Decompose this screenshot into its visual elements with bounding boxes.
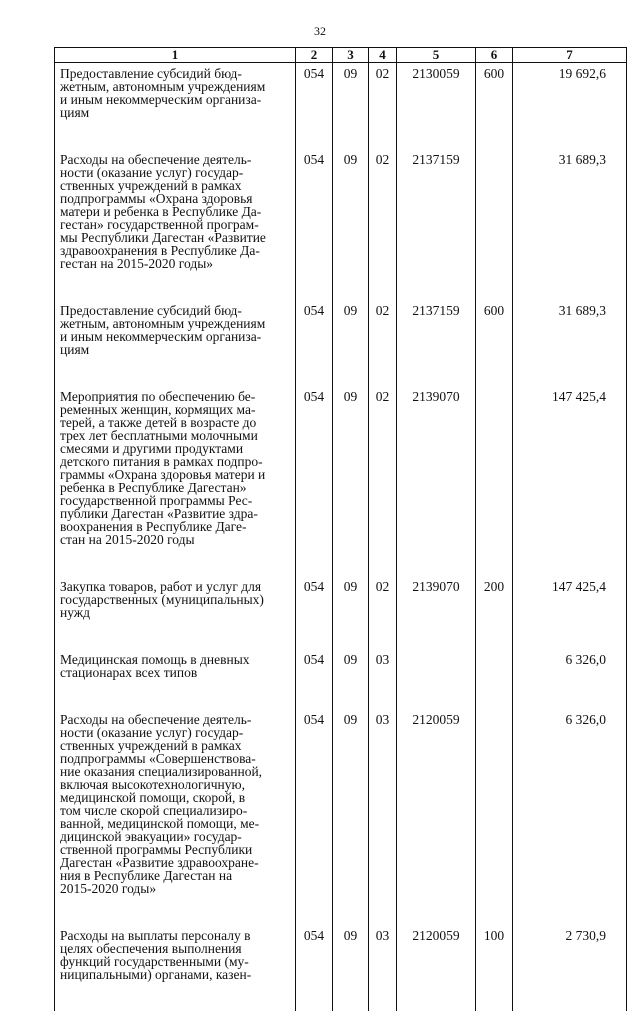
description-line: Закупка товаров, работ и услуг для xyxy=(60,580,289,593)
description-line: здравоохранения в Республике Да- xyxy=(60,244,289,257)
description-line: нужд xyxy=(60,606,289,619)
ministry-code: 054 xyxy=(296,386,333,576)
ministry-code: 054 xyxy=(296,576,333,649)
ministry-code: 054 xyxy=(296,925,333,1011)
table-row xyxy=(55,576,627,649)
table-row xyxy=(55,925,627,1011)
description-line: детского питания в рамках подпро- xyxy=(60,455,289,468)
description-line: воохранения в Республике Даге- xyxy=(60,520,289,533)
table-row xyxy=(55,149,627,300)
description-line: гестан на 2015-2020 годы» xyxy=(60,257,289,270)
description-line: функций государственными (му- xyxy=(60,955,289,968)
row-description xyxy=(55,709,296,925)
ministry-code: 054 xyxy=(296,149,333,300)
subsection-code: 02 xyxy=(369,576,397,649)
row-description xyxy=(55,386,296,576)
expense-type-code xyxy=(476,709,513,925)
description-line: ности (оказание услуг) государ- xyxy=(60,166,289,179)
description-line: ванной, медицинской помощи, ме- xyxy=(60,817,289,830)
description-line: ниципальными) органами, казен- xyxy=(60,968,289,981)
description-line: государственных (муниципальных) xyxy=(60,593,289,606)
header-col-4: 4 xyxy=(369,48,397,63)
expense-type-code: 600 xyxy=(476,300,513,386)
amount: 31 689,3 xyxy=(513,300,627,386)
target-article-code: 2139070 xyxy=(397,576,476,649)
description-line: и иным некоммерческим организа- xyxy=(60,330,289,343)
expense-type-code: 200 xyxy=(476,576,513,649)
target-article-code xyxy=(397,649,476,709)
header-col-7: 7 xyxy=(513,48,627,63)
description-line: Медицинская помощь в дневных xyxy=(60,653,289,666)
amount: 2 730,9 xyxy=(513,925,627,1011)
description-line: Предоставление субсидий бюд- xyxy=(60,304,289,317)
expense-type-code: 600 xyxy=(476,63,513,150)
description-line: Мероприятия по обеспечению бе- xyxy=(60,390,289,403)
table-body xyxy=(55,63,627,1011)
description-line: Дагестан «Развитие здравоохране- xyxy=(60,856,289,869)
header-col-3: 3 xyxy=(333,48,369,63)
subsection-code: 03 xyxy=(369,925,397,1011)
row-description xyxy=(55,576,296,649)
description-line: матери и ребенка в Республике Да- xyxy=(60,205,289,218)
section-code: 09 xyxy=(333,300,369,386)
description-line: смесями и другими продуктами xyxy=(60,442,289,455)
page-number: 32 xyxy=(0,24,640,39)
header-col-2: 2 xyxy=(296,48,333,63)
description-line: том числе скорой специализиро- xyxy=(60,804,289,817)
ministry-code: 054 xyxy=(296,709,333,925)
description-line: целях обеспечения выполнения xyxy=(60,942,289,955)
target-article-code: 2130059 xyxy=(397,63,476,150)
section-code: 09 xyxy=(333,63,369,150)
row-description xyxy=(55,300,296,386)
amount: 19 692,6 xyxy=(513,63,627,150)
row-description xyxy=(55,63,296,150)
row-description xyxy=(55,649,296,709)
expense-type-code xyxy=(476,386,513,576)
description-line: включая высокотехнологичную, xyxy=(60,778,289,791)
description-line: публики Дагестан «Развитие здра- xyxy=(60,507,289,520)
description-line: ние оказания специализированной, xyxy=(60,765,289,778)
description-line: ственной программы Республики xyxy=(60,843,289,856)
description-line: Расходы на обеспечение деятель- xyxy=(60,713,289,726)
subsection-code: 02 xyxy=(369,386,397,576)
amount: 147 425,4 xyxy=(513,576,627,649)
description-line: дицинской эвакуации» государ- xyxy=(60,830,289,843)
amount: 6 326,0 xyxy=(513,649,627,709)
subsection-code: 03 xyxy=(369,649,397,709)
header-col-6: 6 xyxy=(476,48,513,63)
table-row xyxy=(55,300,627,386)
description-line: ременных женщин, кормящих ма- xyxy=(60,403,289,416)
subsection-code: 02 xyxy=(369,300,397,386)
section-code: 09 xyxy=(333,925,369,1011)
description-line: Расходы на выплаты персоналу в xyxy=(60,929,289,942)
description-line: жетным, автономным учреждениям xyxy=(60,317,289,330)
section-code: 09 xyxy=(333,649,369,709)
description-line: терей, а также детей в возрасте до xyxy=(60,416,289,429)
description-line: ребенка в Республике Дагестан» xyxy=(60,481,289,494)
target-article-code: 2120059 xyxy=(397,925,476,1011)
description-line: стан на 2015-2020 годы xyxy=(60,533,289,546)
subsection-code: 02 xyxy=(369,149,397,300)
header-col-1: 1 xyxy=(55,48,296,63)
expense-type-code xyxy=(476,149,513,300)
description-line: жетным, автономным учреждениям xyxy=(60,80,289,93)
row-description xyxy=(55,925,296,1011)
expense-type-code xyxy=(476,649,513,709)
description-line: Расходы на обеспечение деятель- xyxy=(60,153,289,166)
header-row xyxy=(55,48,627,63)
description-line: гестан» государственной програм- xyxy=(60,218,289,231)
section-code: 09 xyxy=(333,709,369,925)
expense-type-code: 100 xyxy=(476,925,513,1011)
target-article-code: 2137159 xyxy=(397,149,476,300)
description-line: ственных учреждений в рамках xyxy=(60,739,289,752)
target-article-code: 2137159 xyxy=(397,300,476,386)
amount: 6 326,0 xyxy=(513,709,627,925)
description-line: мы Республики Дагестан «Развитие xyxy=(60,231,289,244)
ministry-code: 054 xyxy=(296,63,333,150)
ministry-code: 054 xyxy=(296,300,333,386)
header-col-5: 5 xyxy=(397,48,476,63)
description-line: медицинской помощи, скорой, в xyxy=(60,791,289,804)
section-code: 09 xyxy=(333,576,369,649)
description-line: Предоставление субсидий бюд- xyxy=(60,67,289,80)
target-article-code: 2120059 xyxy=(397,709,476,925)
description-line: ния в Республике Дагестан на xyxy=(60,869,289,882)
description-line: подпрограммы «Совершенствова- xyxy=(60,752,289,765)
amount: 147 425,4 xyxy=(513,386,627,576)
table-row xyxy=(55,649,627,709)
section-code: 09 xyxy=(333,386,369,576)
description-line: стационарах всех типов xyxy=(60,666,289,679)
description-line: ности (оказание услуг) государ- xyxy=(60,726,289,739)
description-line: трех лет бесплатными молочными xyxy=(60,429,289,442)
description-line: циям xyxy=(60,106,289,119)
budget-table xyxy=(54,47,627,1011)
description-line: граммы «Охрана здоровья матери и xyxy=(60,468,289,481)
section-code: 09 xyxy=(333,149,369,300)
subsection-code: 02 xyxy=(369,63,397,150)
description-line: 2015-2020 годы» xyxy=(60,882,289,895)
description-line: и иным некоммерческим организа- xyxy=(60,93,289,106)
description-line: государственной программы Рес- xyxy=(60,494,289,507)
table-row xyxy=(55,386,627,576)
target-article-code: 2139070 xyxy=(397,386,476,576)
table-row xyxy=(55,63,627,150)
description-line: циям xyxy=(60,343,289,356)
subsection-code: 03 xyxy=(369,709,397,925)
row-description xyxy=(55,149,296,300)
table-row xyxy=(55,709,627,925)
ministry-code: 054 xyxy=(296,649,333,709)
amount: 31 689,3 xyxy=(513,149,627,300)
description-line: подпрограммы «Охрана здоровья xyxy=(60,192,289,205)
description-line: ственных учреждений в рамках xyxy=(60,179,289,192)
